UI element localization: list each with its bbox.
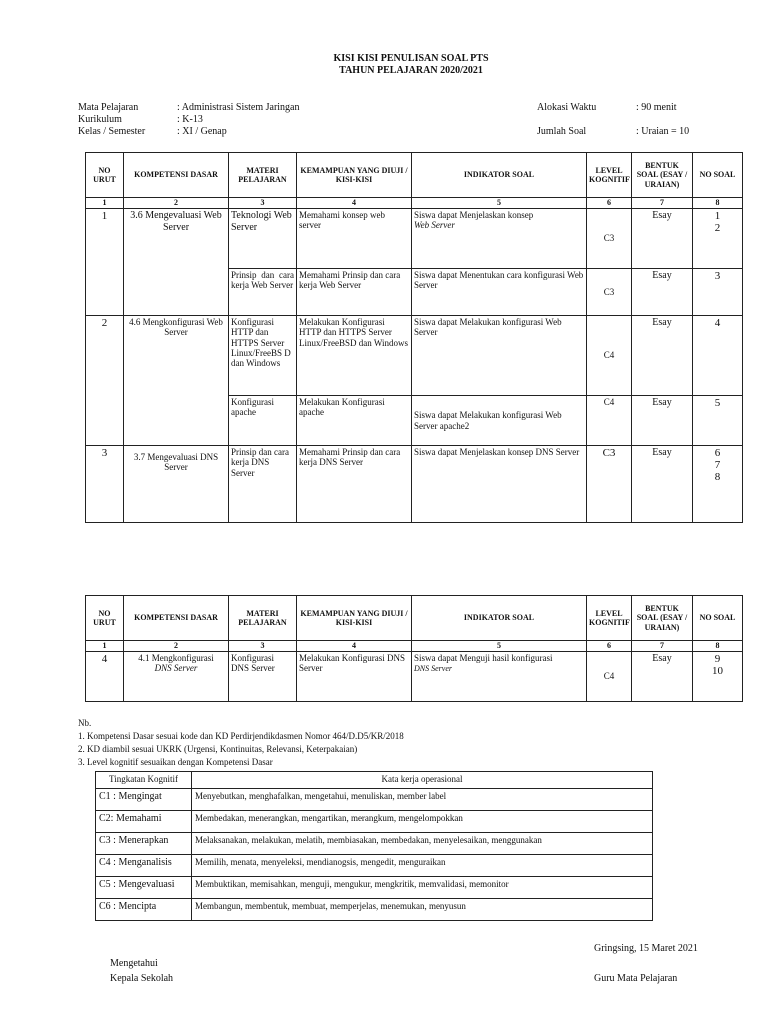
indikator-emphasis: Web Server (414, 220, 455, 231)
col-number: 5 (412, 641, 587, 652)
row-bentuk: Esay (632, 446, 693, 523)
kognitif-kata: Membangun, membentuk, membuat, memperjelas, menemukan, menyusun (192, 899, 653, 921)
row-level: C4 (587, 652, 632, 702)
col-number: 8 (693, 198, 743, 209)
notes (78, 717, 404, 769)
kognitif-kata: Membedakan, menerangkan, mengartikan, merangkum, mengelompokkan (192, 811, 653, 833)
row-bentuk: Esay (632, 316, 693, 396)
guru-label: Guru Mata Pelajaran (594, 973, 678, 984)
kurikulum-value: : K-13 (177, 114, 203, 125)
row-kemampuan: Melakukan Konfigurasi DNS Server (297, 652, 412, 702)
document-subtitle: TAHUN PELAJARAN 2020/2021 (339, 65, 483, 76)
note-item: 3. Level kognitif sesuaikan dengan Kompetensi Dasar (78, 757, 273, 767)
mengetahui-label: Mengetahui (110, 958, 158, 969)
row-level: C3 (587, 269, 632, 316)
col-number: 7 (632, 198, 693, 209)
col-header-nosoal: NO SOAL (693, 153, 743, 198)
mapel-label: Mata Pelajaran (78, 102, 139, 113)
row-nosoal: 3 (693, 269, 743, 316)
kisi-table-2 (85, 595, 743, 702)
kognitif-row (96, 855, 653, 877)
col-header-kemampuan: KEMAMPUAN YANG DIUJI / KISI-KISI (297, 153, 412, 198)
nosoal-item: 8 (714, 471, 721, 484)
col-header-bentuk: BENTUK SOAL (ESAY / URAIAN) (632, 596, 693, 641)
kelas-label: Kelas / Semester (78, 126, 146, 137)
kognitif-header-level: Tingkatan Kognitif (96, 772, 192, 789)
col-number: 5 (412, 198, 587, 209)
col-number: 2 (124, 198, 229, 209)
col-header-nosoal: NO SOAL (693, 596, 743, 641)
kurikulum-label: Kurikulum (78, 114, 122, 125)
col-number: 8 (693, 641, 743, 652)
row-materi: Teknologi Web Server (229, 209, 297, 269)
row-nosoal: 4 (693, 316, 743, 396)
col-number: 3 (229, 198, 297, 209)
col-header-kd: KOMPETENSI DASAR (124, 153, 229, 198)
kognitif-level: C2: Memahami (96, 811, 192, 833)
col-header-level: LEVEL KOGNITIF (587, 596, 632, 641)
col-number: 7 (632, 641, 693, 652)
row-kemampuan: Melakukan Konfigurasi apache (297, 396, 412, 446)
kognitif-table (95, 771, 653, 921)
col-number: 4 (297, 641, 412, 652)
col-header-indikator: INDIKATOR SOAL (412, 596, 587, 641)
kognitif-header-kata: Kata kerja operasional (192, 772, 653, 789)
row-level: C4 (587, 396, 632, 446)
kisi-table-1 (85, 152, 743, 523)
row-materi: Prinsip dan cara kerja Web Server (229, 269, 297, 316)
row-bentuk: Esay (632, 269, 693, 316)
row-nosoal: 5 (693, 396, 743, 446)
row-materi: Konfigurasi apache (229, 396, 297, 446)
kognitif-row (96, 877, 653, 899)
kognitif-row (96, 811, 653, 833)
alokasi-label: Alokasi Waktu (537, 102, 597, 113)
kognitif-header-row (96, 772, 653, 789)
table-row (86, 316, 743, 396)
note-item: 2. KD diambil sesuai UKRK (Urgensi, Kontinuitas, Relevansi, Keterpakaian) (78, 744, 358, 754)
col-number: 2 (124, 641, 229, 652)
row-kd: 3.6 Mengevaluasi Web Server (124, 209, 229, 316)
number-row (86, 198, 743, 209)
row-nosoal (693, 652, 743, 702)
row-indikator: Siswa dapat Melakukan konfigurasi Web Server (412, 316, 587, 396)
jumlah-label: Jumlah Soal (537, 126, 587, 137)
row-kd (124, 652, 229, 702)
row-indikator (412, 652, 587, 702)
kognitif-row (96, 789, 653, 811)
row-no: 3 (86, 446, 124, 523)
indikator-text: Siswa dapat Menguji hasil konfigurasi (414, 653, 553, 663)
notes-heading: Nb. (78, 718, 92, 728)
mapel-value: : Administrasi Sistem Jaringan (177, 102, 300, 113)
nosoal-item: 2 (714, 222, 721, 235)
row-indikator: Siswa dapat Menentukan cara konfigurasi Web Server (412, 269, 587, 316)
col-header-no: NO URUT (86, 153, 124, 198)
row-bentuk: Esay (632, 209, 693, 269)
row-indikator: Siswa dapat Menjelaskan konsep DNS Server (412, 446, 587, 523)
row-level: C3 (587, 446, 632, 523)
col-header-level: LEVEL KOGNITIF (587, 153, 632, 198)
indikator-emphasis: DNS Server (414, 664, 452, 674)
header-row (86, 153, 743, 198)
note-item: 1. Kompetensi Dasar sesuai kode dan KD Perdirjendikdasmen Nomor 464/D.D5/KR/2018 (78, 731, 404, 741)
col-header-kd: KOMPETENSI DASAR (124, 596, 229, 641)
row-kemampuan: Memahami konsep web server (297, 209, 412, 269)
col-header-materi: MATERI PELAJARAN (229, 153, 297, 198)
row-nosoal (693, 209, 743, 269)
row-indikator (412, 209, 587, 269)
row-kemampuan: Memahami Prinsip dan cara kerja DNS Server (297, 446, 412, 523)
kognitif-row (96, 833, 653, 855)
row-kemampuan: Memahami Prinsip dan cara kerja Web Server (297, 269, 412, 316)
row-materi: Konfigurasi HTTP dan HTTPS Server Linux/FreeBS D dan Windows (229, 316, 297, 396)
row-no: 2 (86, 316, 124, 446)
row-kemampuan: Melakukan Konfigurasi HTTP dan HTTPS Server Linux/FreeBSD dan Windows (297, 316, 412, 396)
col-number: 1 (86, 198, 124, 209)
row-no: 1 (86, 209, 124, 316)
col-header-bentuk: BENTUK SOAL (ESAY / URAIAN) (632, 153, 693, 198)
kognitif-level: C6 : Mencipta (96, 899, 192, 921)
kognitif-level: C1 : Mengingat (96, 789, 192, 811)
nosoal-item: 7 (714, 459, 721, 472)
indikator-text: Siswa dapat Menjelaskan konsep (414, 210, 534, 220)
row-nosoal (693, 446, 743, 523)
jumlah-value: : Uraian = 10 (636, 126, 690, 137)
row-kd: 4.6 Mengkonfigurasi Web Server (124, 316, 229, 446)
kd-text: 4.1 Mengkonfigurasi (138, 653, 214, 663)
table-row (86, 209, 743, 269)
number-row (86, 641, 743, 652)
col-number: 6 (587, 198, 632, 209)
document-title: KISI KISI PENULISAN SOAL PTS (333, 53, 489, 64)
table-row (86, 446, 743, 523)
kognitif-kata: Memilih, menata, menyeleksi, mendianogsis, mengedit, menguraikan (192, 855, 653, 877)
row-bentuk: Esay (632, 652, 693, 702)
row-indikator: Siswa dapat Melakukan konfigurasi Web Server apache2 (412, 396, 587, 446)
kognitif-kata: Menyebutkan, menghafalkan, mengetahui, menuliskan, member label (192, 789, 653, 811)
col-header-kemampuan: KEMAMPUAN YANG DIUJI / KISI-KISI (297, 596, 412, 641)
kognitif-kata: Melaksanakan, melakukan, melatih, membiasakan, membedakan, menyelesaikan, menggunakan (192, 833, 653, 855)
row-bentuk: Esay (632, 396, 693, 446)
col-number: 4 (297, 198, 412, 209)
row-level: C3 (587, 209, 632, 269)
kognitif-row (96, 899, 653, 921)
row-materi: Prinsip dan cara kerja DNS Server (229, 446, 297, 523)
col-number: 6 (587, 641, 632, 652)
col-header-no: NO URUT (86, 596, 124, 641)
nosoal-item: 6 (714, 447, 721, 459)
row-materi: Konfigurasi DNS Server (229, 652, 297, 702)
row-no: 4 (86, 652, 124, 702)
col-header-materi: MATERI PELAJARAN (229, 596, 297, 641)
place-date: Gringsing, 15 Maret 2021 (594, 943, 698, 954)
table-row (86, 652, 743, 702)
kognitif-level: C4 : Menganalisis (96, 855, 192, 877)
nosoal-item: 9 (714, 653, 721, 665)
header-row (86, 596, 743, 641)
kd-emphasis: DNS Server (154, 663, 198, 674)
nosoal-item: 1 (714, 210, 721, 222)
col-number: 1 (86, 641, 124, 652)
kepala-sekolah-label: Kepala Sekolah (110, 973, 174, 984)
alokasi-value: : 90 menit (636, 102, 677, 113)
row-level: C4 (587, 316, 632, 396)
row-kd: 3.7 Mengevaluasi DNS Server (124, 446, 229, 523)
col-header-indikator: INDIKATOR SOAL (412, 153, 587, 198)
col-number: 3 (229, 641, 297, 652)
nosoal-item: 10 (712, 665, 723, 678)
kognitif-kata: Membuktikan, memisahkan, menguji, mengukur, mengkritik, memvalidasi, memonitor (192, 877, 653, 899)
kognitif-level: C5 : Mengevaluasi (96, 877, 192, 899)
kognitif-level: C3 : Menerapkan (96, 833, 192, 855)
kelas-value: : XI / Genap (177, 126, 227, 137)
